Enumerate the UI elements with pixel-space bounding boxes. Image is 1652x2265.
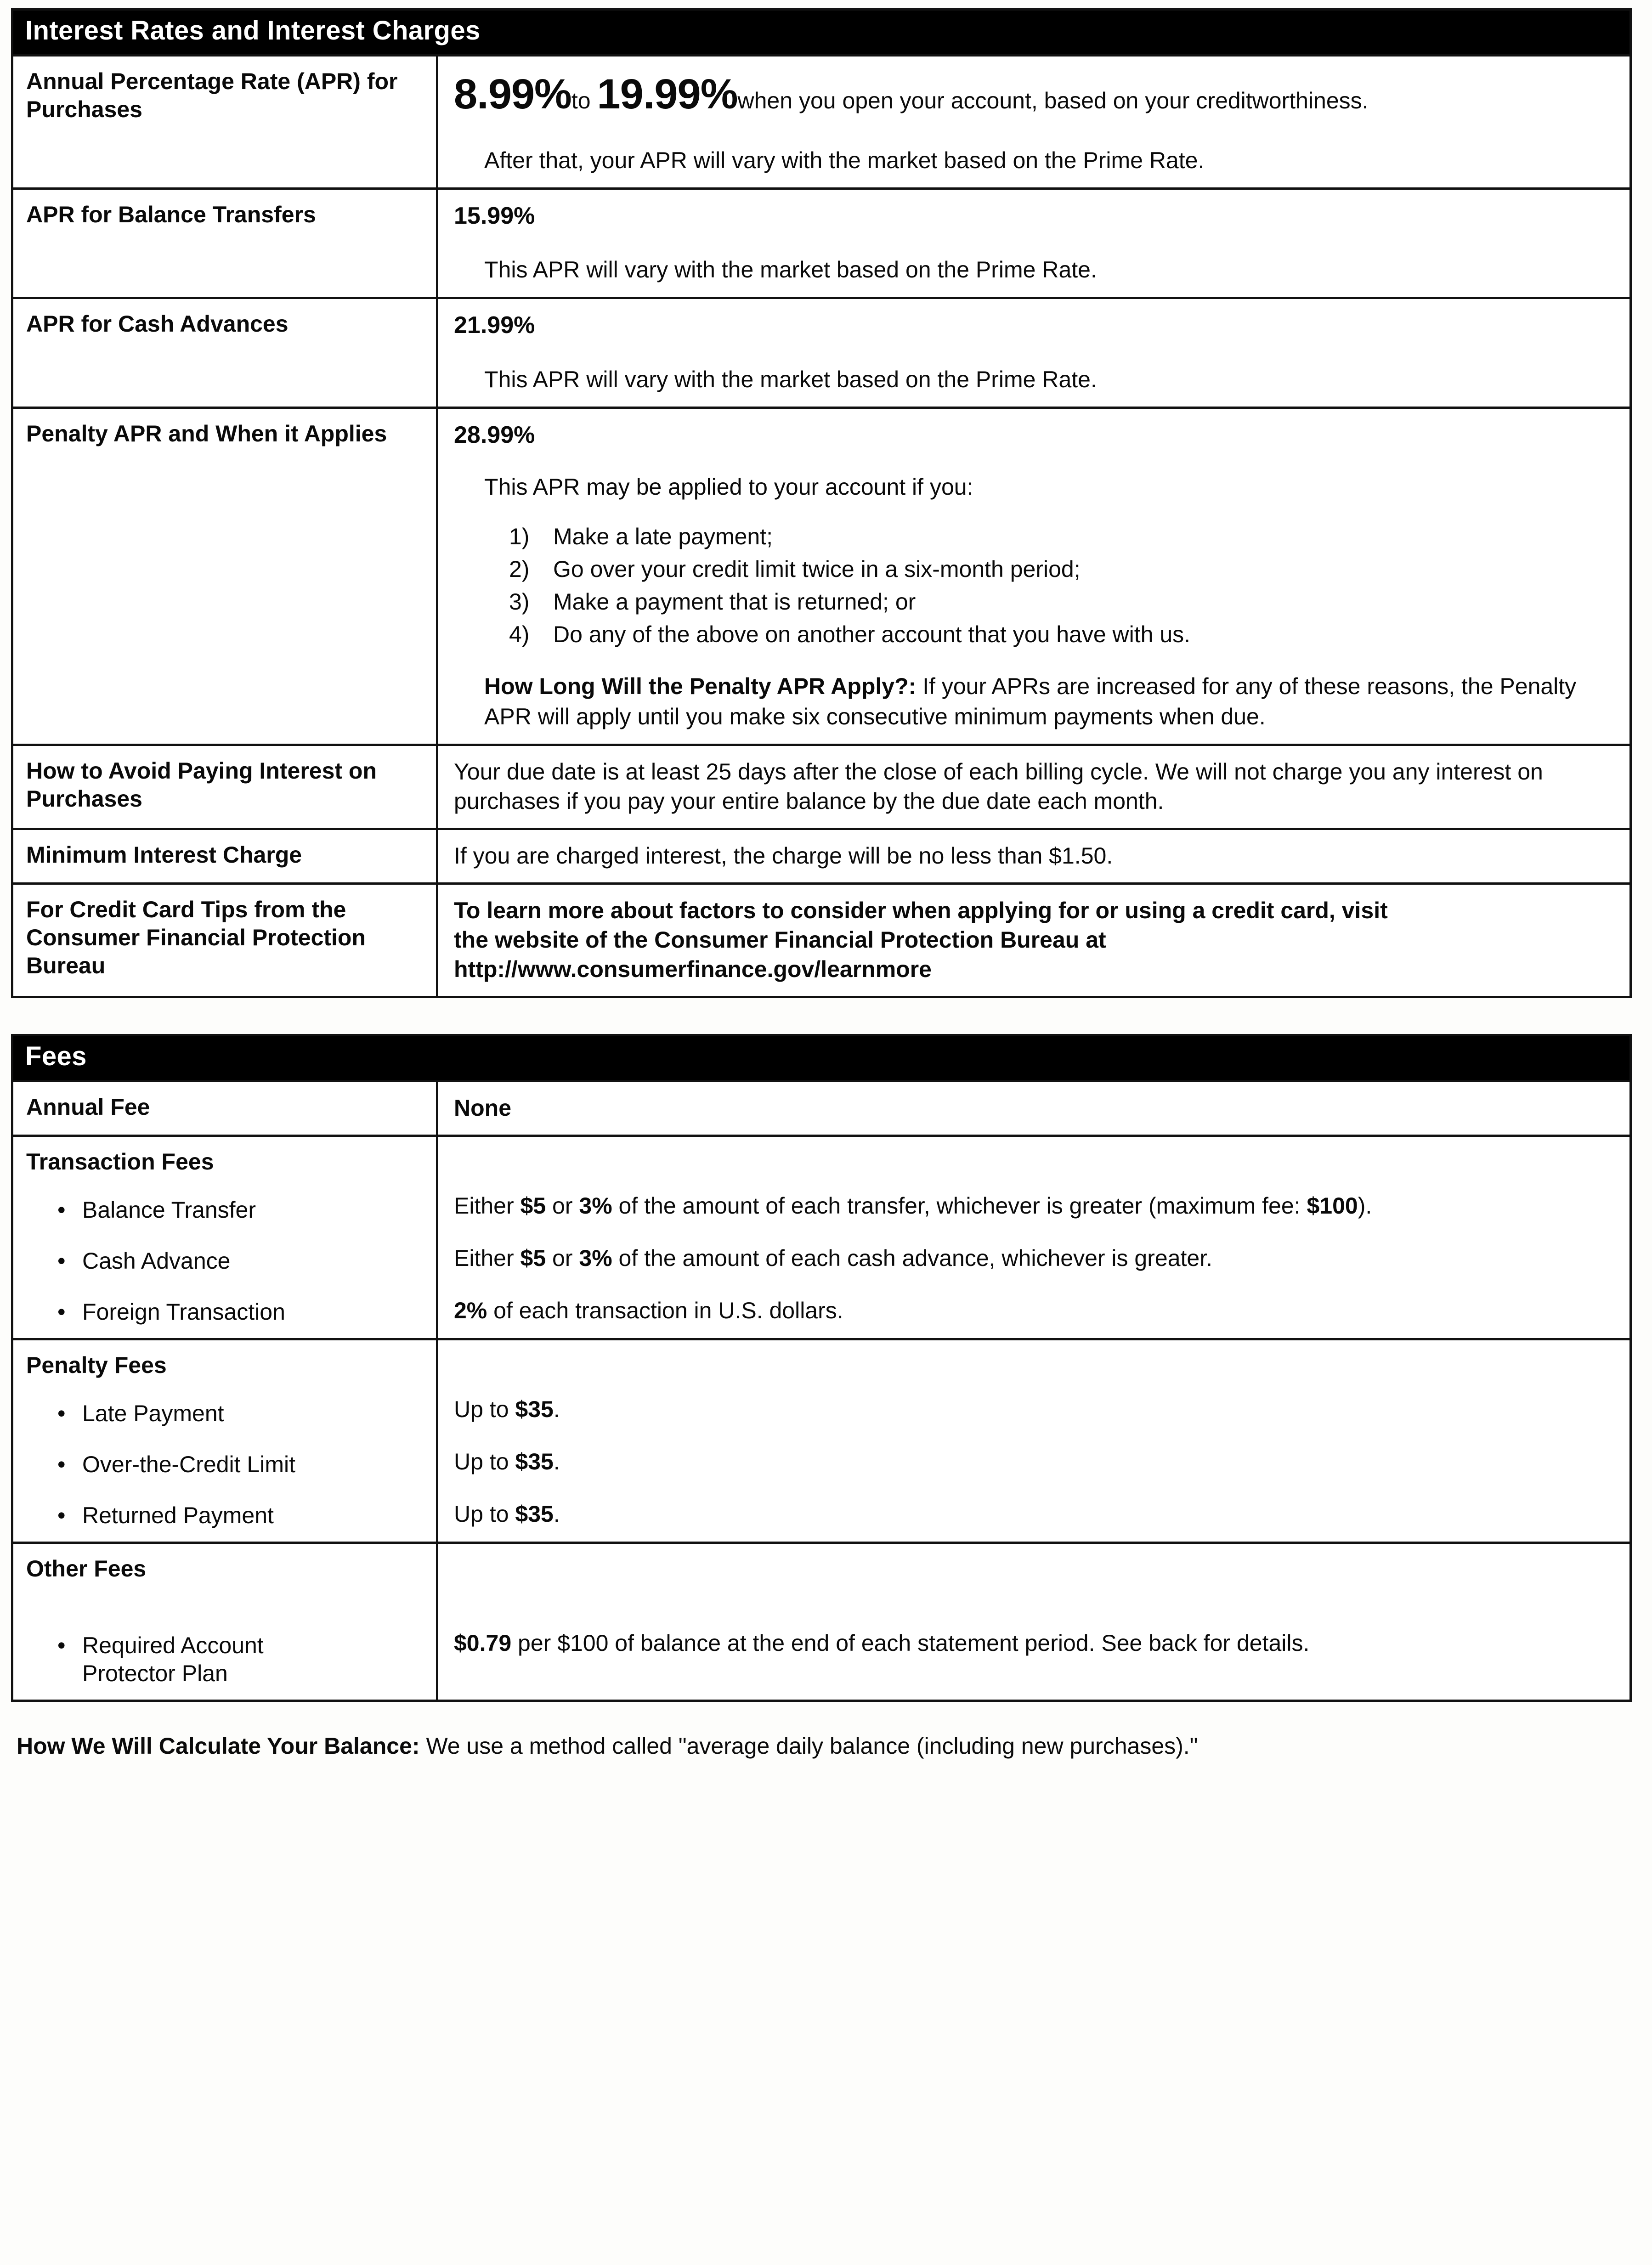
penalty-fees-label-column <box>13 1340 438 1542</box>
list-item-number: 4) <box>509 621 530 648</box>
table-row-penalty-apr <box>13 409 1629 746</box>
interest-rates-table <box>11 8 1632 998</box>
tf-ca-p0: Either <box>454 1245 520 1271</box>
table-row-apr-balance-transfers <box>13 190 1629 299</box>
penalty-fee-item-returned-payment <box>13 1479 436 1542</box>
apr-purchases-tail: when you open your account, based on your creditworthiness. <box>737 87 1369 113</box>
penalty-fee-value-late-payment <box>454 1395 1611 1424</box>
list-item <box>509 587 1611 616</box>
row-value-minimum-interest-charge: If you are charged interest, the charge will be no less than $1.50. <box>454 843 1113 869</box>
apr-balance-transfers-value: 15.99% <box>454 202 535 229</box>
table-row-apr-cash-advances <box>13 299 1629 409</box>
table-row-annual-fee <box>13 1082 1629 1137</box>
table-row-penalty-fees <box>13 1340 1629 1544</box>
pf-rp-suffix: . <box>553 1501 560 1527</box>
balance-calculation-label: How We Will Calculate Your Balance: <box>17 1733 420 1759</box>
tf-ft-rest: of each transaction in U.S. dollars. <box>487 1298 843 1324</box>
pf-lp-suffix: . <box>553 1396 560 1423</box>
group-label-other-fees: Other Fees <box>26 1556 147 1582</box>
list-item <box>509 555 1611 584</box>
apr-purchases-range <box>454 68 1611 122</box>
row-value-apr-cash-advances <box>438 299 1629 407</box>
other-fee-label-line-2: Protector Plan <box>82 1661 228 1687</box>
apr-high-value: 19.99% <box>597 70 738 118</box>
list-item-number: 1) <box>509 524 530 550</box>
transaction-fee-item-cash-advance <box>13 1224 436 1275</box>
table-row-transaction-fees <box>13 1137 1629 1340</box>
penalty-fee-item-over-limit <box>13 1428 436 1479</box>
list-item <box>509 620 1611 649</box>
table-row-cfpb-tips <box>13 885 1629 996</box>
of-ap-text: per $100 of balance at the end of each statement period. See back for details. <box>511 1630 1310 1656</box>
bullet-icon: • <box>57 1299 66 1325</box>
pf-lp-amount: $35 <box>515 1396 554 1423</box>
list-item-label: Make a payment that is returned; or <box>553 589 916 615</box>
tf-ca-amount: $5 <box>520 1245 546 1271</box>
transaction-fee-label-cash-advance: Cash Advance <box>82 1248 231 1274</box>
penalty-fee-label-returned-payment: Returned Payment <box>82 1502 274 1529</box>
transaction-fees-label-column <box>13 1137 438 1338</box>
apr-cash-advances-note: This APR will vary with the market based on the Prime Rate. <box>484 366 1097 392</box>
bullet-icon: • <box>57 1502 66 1529</box>
balance-calculation-text: We use a method called "average daily balance (including new purchases)." <box>419 1733 1198 1759</box>
transaction-fees-value-column <box>438 1137 1629 1338</box>
list-item <box>509 522 1611 551</box>
tf-bt-p4: of the amount of each transfer, whichever is greater (maximum fee: <box>612 1193 1307 1219</box>
row-value-apr-balance-transfers <box>438 190 1629 297</box>
tf-bt-p2: or <box>546 1193 579 1219</box>
fees-section-header: Fees <box>13 1036 1629 1082</box>
tf-bt-max: $100 <box>1307 1193 1358 1219</box>
other-fees-label-column <box>13 1544 438 1700</box>
tf-bt-amount: $5 <box>520 1193 546 1219</box>
penalty-apr-reason-list <box>509 522 1611 649</box>
row-label-penalty-apr: Penalty APR and When it Applies <box>13 409 438 744</box>
other-fees-value-column <box>438 1544 1629 1700</box>
list-item-label: Do any of the above on another account that you have with us. <box>553 621 1191 648</box>
row-value-apr-purchases <box>438 56 1629 187</box>
apr-purchases-note: After that, your APR will vary with the market based on the Prime Rate. <box>484 147 1205 173</box>
interest-section-header: Interest Rates and Interest Charges <box>13 11 1629 56</box>
penalty-fee-label-late-payment: Late Payment <box>82 1401 224 1427</box>
transaction-fee-value-cash-advance <box>454 1243 1611 1273</box>
transaction-fee-label-foreign-transaction: Foreign Transaction <box>82 1299 285 1325</box>
other-fee-label-line-1: Required Account <box>82 1632 264 1659</box>
list-item-number: 3) <box>509 589 530 615</box>
row-label-cfpb-tips: For Credit Card Tips from the Consumer Financial Protection Bureau <box>13 885 438 996</box>
cfpb-text-line-2: the website of the Consumer Financial Protection Bureau at <box>454 927 1106 953</box>
row-value-annual-fee: None <box>454 1095 511 1121</box>
group-label-transaction-fees: Transaction Fees <box>26 1149 214 1175</box>
list-item-number: 2) <box>509 556 530 582</box>
bullet-icon: • <box>57 1632 66 1659</box>
penalty-fees-value-column <box>438 1340 1629 1542</box>
pf-lp-prefix: Up to <box>454 1396 515 1423</box>
row-label-minimum-interest-charge: Minimum Interest Charge <box>13 830 438 882</box>
bullet-icon: • <box>57 1248 66 1274</box>
transaction-fee-item-balance-transfer <box>13 1181 436 1224</box>
of-ap-amount: $0.79 <box>454 1630 512 1656</box>
cfpb-url[interactable]: http://www.consumerfinance.gov/learnmore <box>454 956 932 983</box>
apr-range-connector: to <box>571 87 591 113</box>
group-label-penalty-fees: Penalty Fees <box>26 1352 167 1378</box>
table-row-other-fees <box>13 1544 1629 1700</box>
row-label-apr-balance-transfers: APR for Balance Transfers <box>13 190 438 297</box>
transaction-fee-value-balance-transfer <box>454 1191 1611 1220</box>
penalty-apr-duration-paragraph <box>484 671 1611 732</box>
other-fee-value-account-protector <box>454 1628 1611 1658</box>
bullet-icon: • <box>57 1452 66 1478</box>
pf-ol-prefix: Up to <box>454 1449 515 1475</box>
bullet-icon: • <box>57 1401 66 1427</box>
fees-table <box>11 1034 1632 1702</box>
penalty-fee-value-over-limit <box>454 1447 1611 1476</box>
tf-bt-p0: Either <box>454 1193 520 1219</box>
table-row-apr-purchases <box>13 56 1629 190</box>
apr-low-value: 8.99% <box>454 70 571 118</box>
list-item-label: Go over your credit limit twice in a six-month period; <box>553 556 1081 582</box>
row-value-cfpb-tips <box>438 885 1629 996</box>
tf-ca-p4: of the amount of each cash advance, whichever is greater. <box>612 1245 1212 1271</box>
penalty-apr-value: 28.99% <box>454 421 535 448</box>
tf-ca-pct: 3% <box>579 1245 612 1271</box>
tf-bt-p6: ). <box>1358 1193 1372 1219</box>
list-item-label: Make a late payment; <box>553 524 773 550</box>
row-value-avoid-interest: Your due date is at least 25 days after the close of each billing cycle. We will not charge you any interest on purchases if you pay your entire balance by the due date each month. <box>454 759 1543 814</box>
row-label-annual-fee: Annual Fee <box>13 1082 438 1135</box>
tf-ca-p2: or <box>546 1245 579 1271</box>
penalty-fee-value-returned-payment <box>454 1499 1611 1529</box>
bullet-icon: • <box>57 1197 66 1223</box>
penalty-apr-intro: This APR may be applied to your account if you: <box>484 474 973 500</box>
row-label-avoid-interest: How to Avoid Paying Interest on Purchases <box>13 746 438 828</box>
row-label-apr-purchases: Annual Percentage Rate (APR) for Purchases <box>13 56 438 187</box>
row-label-apr-cash-advances: APR for Cash Advances <box>13 299 438 407</box>
other-fee-item-account-protector <box>13 1587 436 1700</box>
apr-balance-transfers-note: This APR will vary with the market based on the Prime Rate. <box>484 257 1097 283</box>
penalty-apr-duration-label: How Long Will the Penalty APR Apply?: <box>484 673 917 700</box>
table-row-avoid-interest <box>13 746 1629 830</box>
pf-ol-amount: $35 <box>515 1449 554 1475</box>
table-row-minimum-interest-charge <box>13 830 1629 885</box>
section-spacer <box>11 998 1632 1034</box>
apr-cash-advances-value: 21.99% <box>454 312 535 339</box>
transaction-fee-value-foreign-transaction <box>454 1296 1611 1325</box>
penalty-fee-item-late-payment <box>13 1384 436 1428</box>
row-value-penalty-apr <box>438 409 1629 744</box>
tf-bt-pct: 3% <box>579 1193 612 1219</box>
penalty-fee-label-over-limit: Over-the-Credit Limit <box>82 1452 295 1478</box>
cfpb-text-line-1: To learn more about factors to consider when applying for or using a credit card, visit <box>454 898 1388 924</box>
transaction-fee-label-balance-transfer: Balance Transfer <box>82 1197 256 1223</box>
pf-rp-amount: $35 <box>515 1501 554 1527</box>
penalty-apr-duration-text: If your APRs are increased for any of these reasons, the Penalty APR will apply until you make six consecutive minimum payments when due. <box>484 673 1577 730</box>
tf-ft-pct: 2% <box>454 1298 487 1324</box>
pf-rp-prefix: Up to <box>454 1501 515 1527</box>
pf-ol-suffix: . <box>553 1449 560 1475</box>
balance-calculation-note <box>11 1731 1632 1761</box>
transaction-fee-item-foreign-transaction <box>13 1275 436 1338</box>
